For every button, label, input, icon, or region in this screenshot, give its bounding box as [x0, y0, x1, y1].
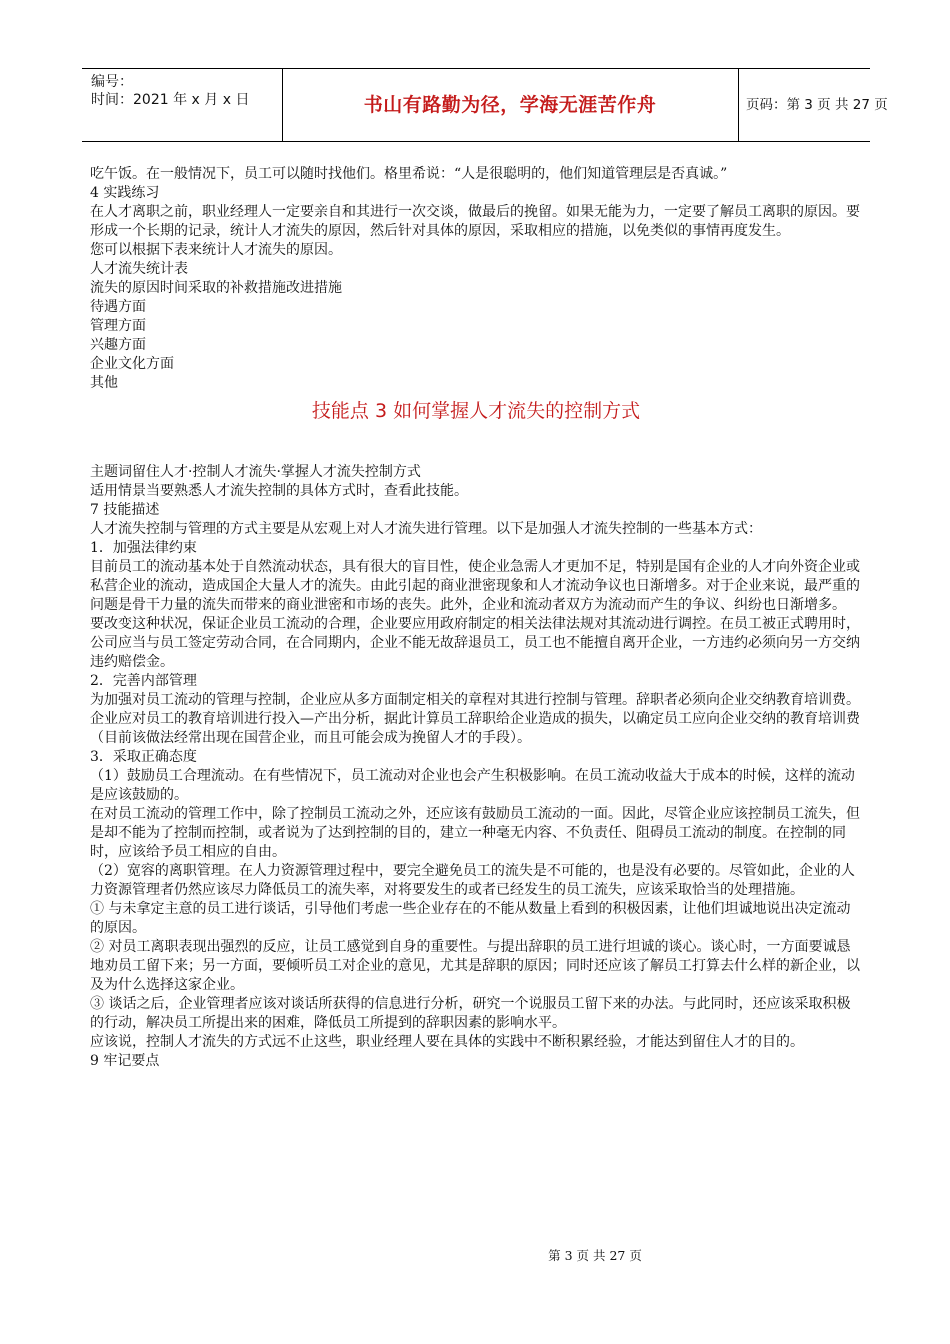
- table-row: 管理方面: [90, 318, 146, 334]
- footer-page-number: 第 3 页 共 27 页: [548, 1248, 642, 1263]
- list-item: ② 对员工离职表现出强烈的反应，让员工感觉到自身的重要性。与提出辞职的员工进行坦诚的谈心。谈心时，一方面要诚恳地劝员工留下来；另一方面，要倾听员工对企业的意见，尤其是辞职的原因；同时还应该了解员工打算去什么样的新企业，以及为什么选择这家企业。: [90, 939, 860, 993]
- page-footer: [0, 1246, 950, 1264]
- section-heading: 7 技能描述: [90, 502, 160, 518]
- scenario-line: 适用情景当要熟悉人才流失控制的具体方式时，查看此技能。: [90, 483, 468, 499]
- skill-point-title: 技能点 3 如何掌握人才流失的控制方式: [311, 400, 641, 422]
- paragraph: 在对员工流动的管理工作中，除了控制员工流动之外，还应该有鼓励员工流动的一面。因此，尽管企业应该控制员工流失，但是却不能为了控制而控制，或者说为了达到控制的目的，建立一种毫无内容、不负责任、阻碍员工流动的制度。在控制的同时，应该给予员工相应的自由。: [90, 806, 860, 860]
- paragraph: 您可以根据下表来统计人才流失的原因。: [90, 242, 342, 258]
- subheading: 3．采取正确态度: [90, 749, 197, 765]
- paragraph: 为加强对员工流动的管理与控制，企业应从多方面制定相关的章程对其进行控制与管理。辞职者必须向企业交纳教育培训费。企业应对员工的教育培训进行投入—产出分析，据此计算员工辞职给企业造成的损失，以确定员工应向企业交纳的教育培训费（目前该做法经常出现在国营企业，而且可能会成为挽留人才的手段）。: [90, 692, 860, 746]
- paragraph: 要改变这种状况，保证企业员工流动的合理，企业要应用政府制定的相关法律法规对其流动进行调控。在员工被正式聘用时，公司应当与员工签定劳动合同，在合同期内，企业不能无故辞退员工，员工也不能擅自离开企业，一方违约必须向另一方交纳违约赔偿金。: [90, 616, 860, 670]
- paragraph: 吃午饭。在一般情况下，员工可以随时找他们。格里希说：“人是很聪明的，他们知道管理层是否真诚。”: [90, 166, 728, 182]
- list-item: ① 与未拿定主意的员工进行谈话，引导他们考虑一些企业存在的不能从数量上看到的积极因素，让他们坦诚地说出决定流动的原因。: [90, 901, 851, 936]
- doc-date-label: 时间：2021 年 x 月 x 日: [91, 92, 250, 108]
- subheading: 2．完善内部管理: [90, 673, 197, 689]
- table-row: 兴趣方面: [90, 337, 146, 353]
- header-page-cell: [738, 69, 888, 141]
- page-header: [82, 68, 888, 142]
- table-row: 其他: [90, 375, 118, 391]
- paragraph: 在人才离职之前，职业经理人一定要亲自和其进行一次交谈，做最后的挽留。如果无能为力，一定要了解员工离职的原因。要形成一个长期的记录，统计人才流失的原因，然后针对具体的原因，采取相应的措施，以免类似的事情再度发生。: [90, 204, 860, 239]
- section-heading: 4 实践练习: [90, 185, 160, 201]
- header-motto-cell: [282, 69, 739, 141]
- header-page-info: 页码：第 3 页 共 27 页: [746, 97, 888, 113]
- paragraph: 应该说，控制人才流失的方式远不止这些，职业经理人要在具体的实践中不断积累经验，才能达到留住人才的目的。: [90, 1034, 804, 1050]
- paragraph: 目前员工的流动基本处于自然流动状态，具有很大的盲目性，使企业急需人才更加不足，特别是国有企业的人才向外资企业或私营企业的流动，造成国企大量人才的流失。由此引起的商业泄密现象和人才流动争议也日渐增多。对于企业来说，最严重的问题是骨干力量的流失而带来的商业泄密和市场的丧失。此外，企业和流动者双方为流动而产生的争议、纠纷也日渐增多。: [90, 559, 860, 613]
- paragraph: 人才流失控制与管理的方式主要是从宏观上对人才流失进行管理。以下是加强人才流失控制的一些基本方式：: [90, 521, 762, 537]
- header-motto: 书山有路勤为径，学海无涯苦作舟: [363, 94, 657, 116]
- paragraph: （1）鼓励员工合理流动。在有些情况下，员工流动对企业也会产生积极影响。在员工流动收益大于成本的时候，这样的流动是应该鼓励的。: [90, 768, 855, 803]
- paragraph: （2）宽容的离职管理。在人力资源管理过程中，要完全避免员工的流失是不可能的，也是没有必要的。尽管如此，企业的人力资源管理者仍然应该尽力降低员工的流失率，对将要发生的或者已经发生的员工流失，应该采取恰当的处理措施。: [90, 863, 855, 898]
- header-meta: [82, 69, 283, 141]
- table-row: 企业文化方面: [90, 356, 174, 372]
- section-heading: 9 牢记要点: [90, 1053, 160, 1069]
- keywords-line: 主题词留住人才·控制人才流失·掌握人才流失控制方式: [90, 464, 421, 480]
- table-row: 待遇方面: [90, 299, 146, 315]
- table-title: 人才流失统计表: [90, 261, 188, 277]
- doc-number-label: 编号：: [91, 74, 133, 90]
- subheading: 1．加强法律约束: [90, 540, 197, 556]
- table-header: 流失的原因时间采取的补救措施改进措施: [90, 280, 342, 296]
- document-body: [90, 165, 862, 1071]
- list-item: ③ 谈话之后，企业管理者应该对谈话所获得的信息进行分析，研究一个说服员工留下来的办法。与此同时，还应该采取积极的行动，解决员工所提出来的困难，降低员工所提到的辞职因素的影响水平。: [90, 996, 851, 1031]
